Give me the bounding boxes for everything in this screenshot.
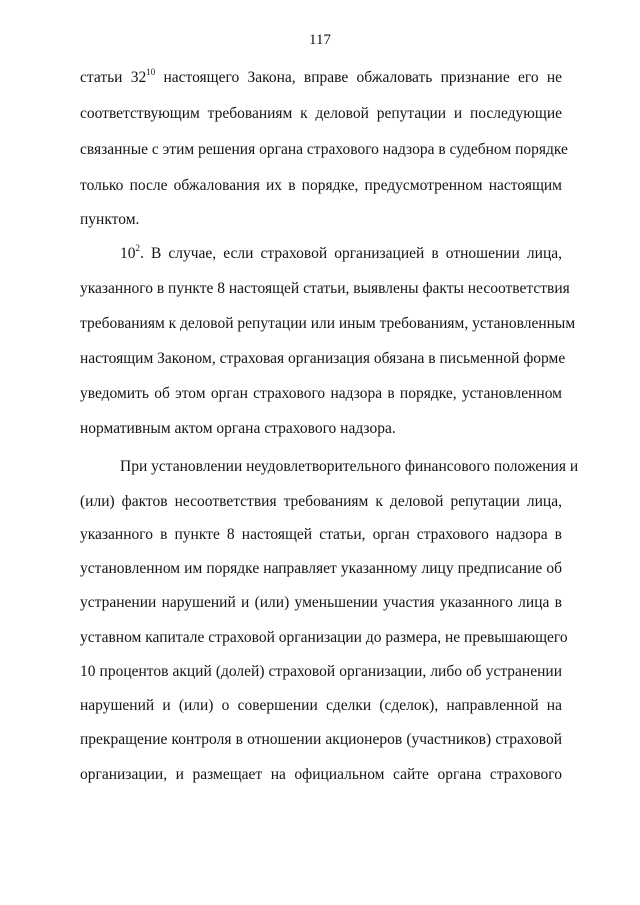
body-line: уставном капитале страховой организации до размера, не превышающего	[80, 629, 568, 646]
body-line: связанные с этим решения органа страхового надзора в судебном порядке	[80, 141, 568, 158]
body-line: установленном им порядке направляет указанному лицу предписание об	[80, 560, 562, 577]
body-line: соответствующим требованиям к деловой репутации и последующие	[80, 105, 562, 122]
body-line: 10 процентов акций (долей) страховой организации, либо об устранении	[80, 663, 562, 680]
body-line: требованиям к деловой репутации или иным требованиям, установленным	[80, 315, 576, 332]
body-line: пунктом.	[80, 211, 140, 228]
body-line: уведомить об этом орган страхового надзора в порядке, установленном	[80, 385, 562, 402]
body-line: прекращение контроля в отношении акционеров (участников) страховой	[80, 731, 562, 748]
body-line: настоящим Законом, страховая организация обязана в письменной форме	[80, 350, 566, 367]
page-number: 117	[309, 32, 331, 48]
body-line: только после обжалования их в порядке, предусмотренном настоящим	[80, 177, 562, 194]
superscript: 10	[146, 66, 156, 77]
body-line: устранении нарушений и (или) уменьшении участия указанного лица в	[80, 594, 562, 611]
body-line: При установлении неудовлетворительного финансового положения и	[120, 458, 579, 475]
body-line: нормативным актом органа страхового надзора.	[80, 420, 396, 437]
body-line: организации, и размещает на официальном сайте органа страхового	[80, 766, 562, 783]
body-line: нарушений и (или) о совершении сделки (сделок), направленной на	[80, 697, 562, 714]
body-line: (или) фактов несоответствия требованиям к деловой репутации лица,	[80, 493, 562, 510]
body-line: $10^2$. В случае, если страховой организацией в отношении лица,	[120, 242, 562, 262]
superscript: 2	[135, 242, 140, 253]
body-line: указанного в пункте 8 настоящей статьи, выявлены факты несоответствия	[80, 280, 570, 297]
body-line: статьи $32^{10}$ настоящего Закона, вправе обжаловать признание его не	[80, 66, 563, 86]
body-line: указанного в пункте 8 настоящей статьи, орган страхового надзора в	[80, 526, 562, 543]
